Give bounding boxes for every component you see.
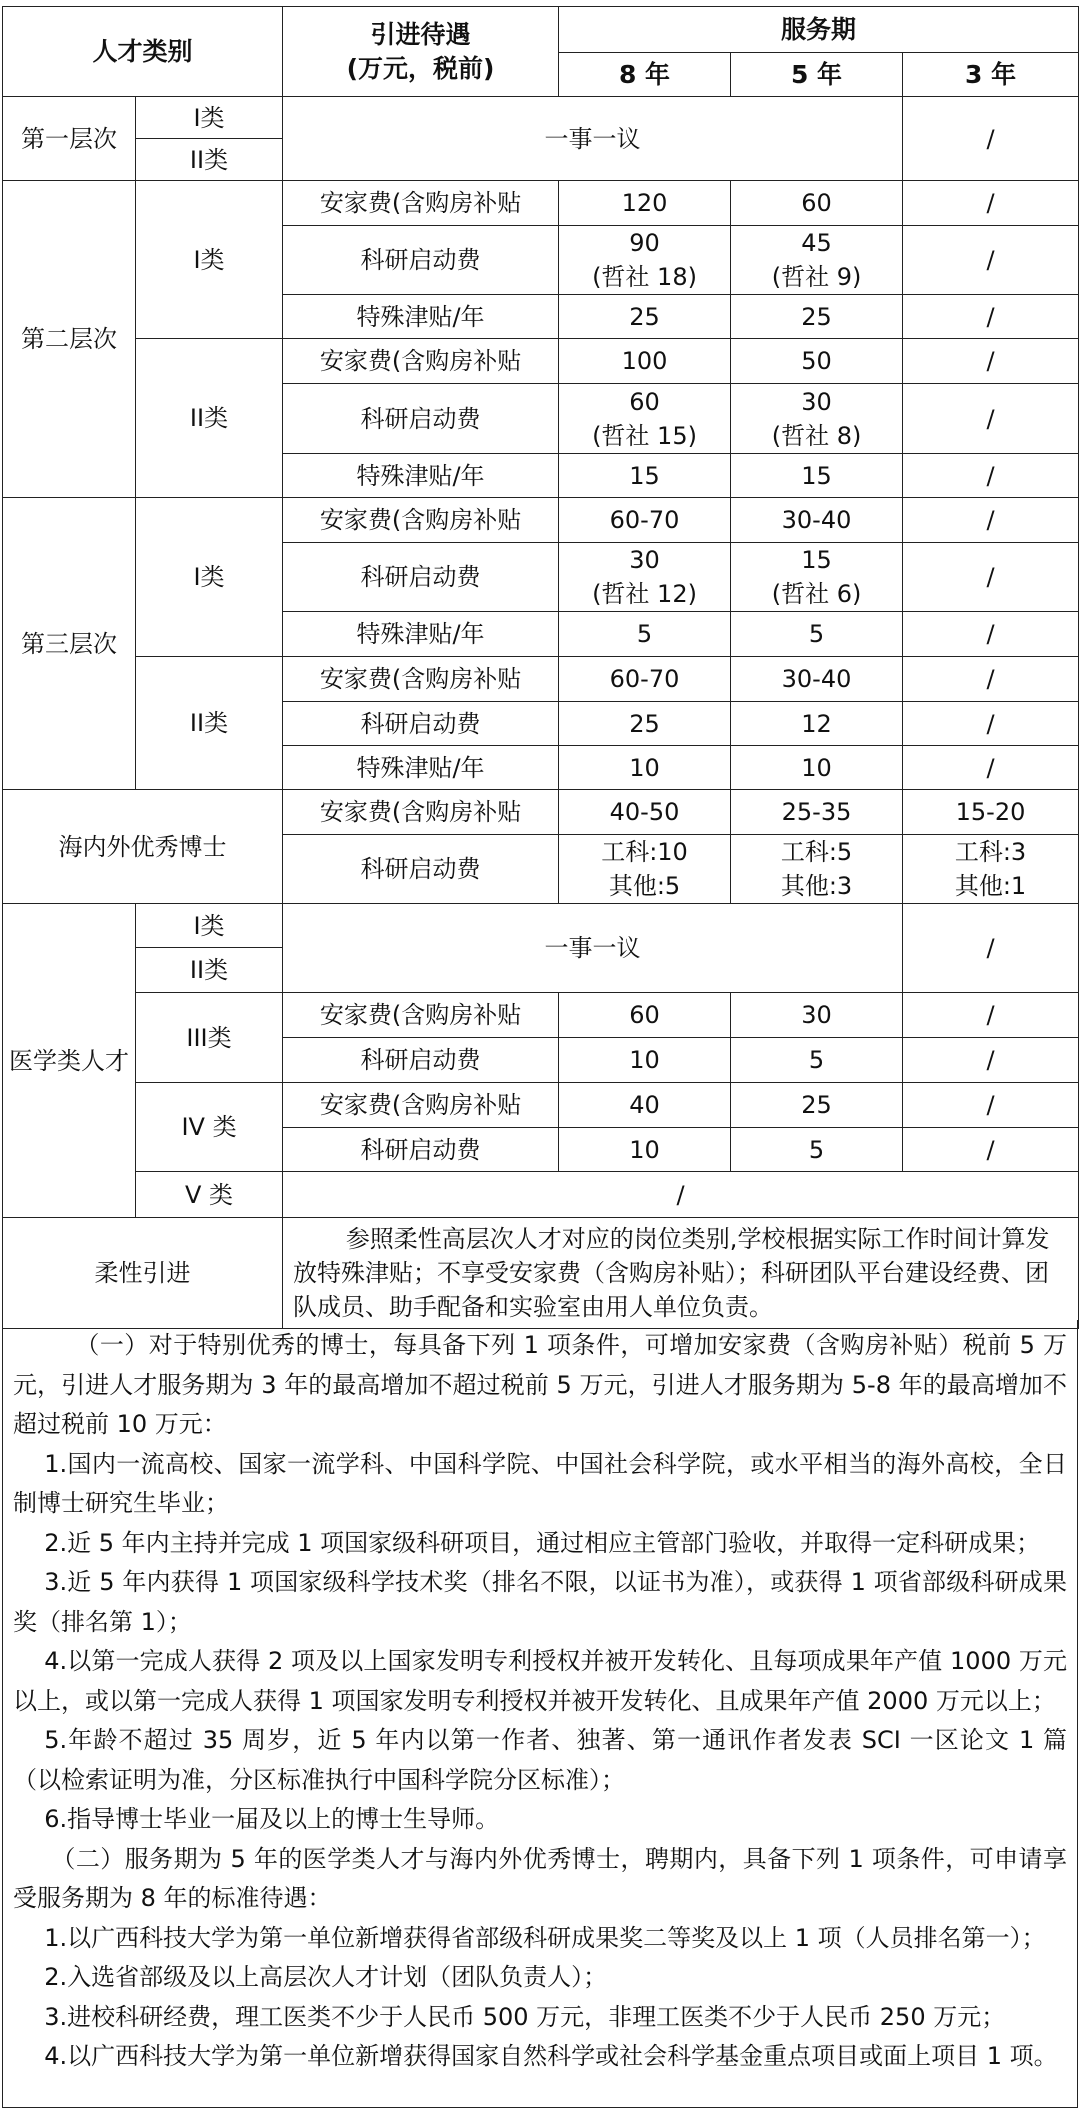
value-cell [731,226,903,295]
header-year-5: 5 年 [731,53,903,97]
item-allowance: 特殊津贴/年 [283,746,559,790]
value-cell [731,543,903,612]
item-housing: 安家费(含购房补贴 [283,339,559,384]
value-sub: (哲社 12) [592,580,697,608]
negotiable-cell: 一事一议 [283,97,903,181]
level-3-label: 第三层次 [3,498,136,790]
value-cell: 60-70 [559,498,731,543]
value-cell: 60-70 [559,657,731,702]
value-sub: (哲社 9) [771,263,862,291]
slash-cell: / [903,904,1079,993]
notes-section [2,1320,1078,2108]
note-condition: 5.年龄不超过 35 周岁，近 5 年内以第一作者、独著、第一通讯作者发表 SCI 一区论文 1 篇（以检索证明为准，分区标准执行中国科学院分区标准）； [13,1726,1067,1794]
value-sub: (哲社 15) [592,421,697,450]
item-housing: 安家费(含购房补贴 [283,993,559,1038]
value-main: 工科:3 [954,838,1027,866]
slash-cell: / [903,454,1079,498]
slash-cell: / [903,181,1079,226]
value-cell: 100 [559,339,731,384]
value-cell: 120 [559,181,731,226]
item-housing: 安家费(含购房补贴 [283,657,559,702]
header-treatment-unit: (万元，税前) [346,53,495,83]
slash-cell: / [903,746,1079,790]
class-label: V 类 [136,1172,283,1218]
value-cell [559,835,731,904]
header-category: 人才类别 [3,7,283,97]
header-treatment-label: 引进待遇 [370,19,471,49]
header-year-3: 3 年 [903,53,1079,97]
item-housing: 安家费(含购房补贴 [283,498,559,543]
slash-cell: / [903,1083,1079,1128]
value-cell: 30 [731,993,903,1038]
value-sub: 其他:5 [608,872,681,900]
class-label: III类 [136,993,283,1083]
slash-cell: / [903,339,1079,384]
slash-cell: / [903,498,1079,543]
class-label: I类 [136,181,283,339]
flex-text: 参照柔性高层次人才对应的岗位类别,学校根据实际工作时间计算发放特殊津贴；不享受安家费（含购房补贴）；科研团队平台建设经费、团队成员、助手配备和实验室由用人单位负责。 [293,1225,1050,1321]
note-paragraph-1: （一）对于特别优秀的博士，每具备下列 1 项条件，可增加安家费（含购房补贴）税前 5 万元，引进人才服务期为 3 年的最高增加不超过税前 5 万元，引进人才服务期为 5-8 年的最高增加不超过税前 10 万元： [13,1331,1067,1438]
slash-cell: / [903,612,1079,657]
item-research: 科研启动费 [283,543,559,612]
value-main: 30 [801,387,832,416]
talent-treatment-table [2,6,1079,1329]
item-allowance: 特殊津贴/年 [283,454,559,498]
value-cell: 25 [559,295,731,339]
slash-cell: / [283,1172,1079,1218]
item-housing: 安家费(含购房补贴 [283,181,559,226]
level-2-label: 第二层次 [3,181,136,498]
value-cell: 25 [731,295,903,339]
slash-cell: / [903,543,1079,612]
negotiable-cell: 一事一议 [283,904,903,993]
note-condition: 4.以广西科技大学为第一单位新增获得国家自然科学或社会科学基金重点项目或面上项目 1 项。 [44,2042,1058,2070]
class-label: II类 [136,948,283,993]
value-sub: (哲社 6) [771,580,862,608]
value-sub: 其他:1 [954,872,1027,900]
class-label: I类 [136,498,283,657]
item-research: 科研启动费 [283,702,559,746]
value-cell: 5 [731,612,903,657]
value-main: 工科:10 [601,838,688,866]
flex-label: 柔性引进 [3,1218,283,1329]
item-housing: 安家费(含购房补贴 [283,1083,559,1128]
slash-cell: / [903,384,1079,454]
medical-label: 医学类人才 [3,904,136,1218]
note-paragraph-2: （二）服务期为 5 年的医学类人才与海内外优秀博士，聘期内，具备下列 1 项条件，可申请享受服务期为 8 年的标准待遇： [13,1844,1067,1912]
value-sub: (哲社 18) [592,263,697,291]
slash-cell: / [903,657,1079,702]
value-cell [559,226,731,295]
note-condition: 3.进校科研经费，理工医类不少于人民币 500 万元，非理工医类不少于人民币 250 万元； [44,2002,1006,2031]
header-service: 服务期 [559,7,1079,53]
value-sub: 其他:3 [780,872,853,900]
value-cell: 60 [559,993,731,1038]
note-condition: 1.以广西科技大学为第一单位新增获得省部级科研成果奖二等奖及以上 1 项（人员排名第一）； [44,1923,1046,1952]
value-cell: 30-40 [731,498,903,543]
note-condition: 2.入选省部级及以上高层次人才计划（团队负责人）； [44,1963,608,1991]
slash-cell: / [903,1038,1079,1083]
item-housing: 安家费(含购房补贴 [283,790,559,835]
value-cell [903,835,1079,904]
value-cell: 15-20 [903,790,1079,835]
value-cell: 40-50 [559,790,731,835]
note-condition: 1.国内一流高校、国家一流学科、中国科学院、中国社会科学院，或水平相当的海外高校，全日制博士研究生毕业； [13,1449,1067,1517]
item-research: 科研启动费 [283,1128,559,1172]
value-cell [731,835,903,904]
value-main: 45 [801,229,832,257]
value-cell [559,384,731,454]
value-main: 60 [629,387,660,416]
header-treatment [283,7,559,97]
value-cell: 15 [731,454,903,498]
item-research: 科研启动费 [283,835,559,904]
class-label: IV 类 [136,1083,283,1172]
level-1-label: 第一层次 [3,97,136,181]
note-condition: 6.指导博士毕业一届及以上的博士生导师。 [44,1805,500,1833]
phd-label: 海内外优秀博士 [3,790,283,904]
item-allowance: 特殊津贴/年 [283,295,559,339]
class-label: II类 [136,657,283,790]
value-sub: (哲社 8) [771,421,862,450]
value-cell: 25-35 [731,790,903,835]
item-research: 科研启动费 [283,1038,559,1083]
slash-cell: / [903,226,1079,295]
class-label: I类 [136,904,283,948]
class-label: II类 [136,139,283,181]
value-cell: 5 [731,1128,903,1172]
slash-cell: / [903,993,1079,1038]
value-cell: 12 [731,702,903,746]
value-main: 工科:5 [780,838,853,866]
class-label: II类 [136,339,283,498]
value-cell: 25 [559,702,731,746]
value-cell: 25 [731,1083,903,1128]
slash-cell: / [903,702,1079,746]
value-cell: 10 [731,746,903,790]
item-allowance: 特殊津贴/年 [283,612,559,657]
value-cell: 40 [559,1083,731,1128]
note-condition: 2.近 5 年内主持并完成 1 项国家级科研项目，通过相应主管部门验收，并取得一定科研成果； [44,1528,1041,1557]
item-research: 科研启动费 [283,226,559,295]
value-cell: 15 [559,454,731,498]
value-cell: 50 [731,339,903,384]
value-cell: 10 [559,746,731,790]
value-cell: 10 [559,1038,731,1083]
note-condition: 4.以第一完成人获得 2 项及以上国家发明专利授权并被开发转化、且每项成果年产值 1000 万元以上，或以第一完成人获得 1 项国家发明专利授权并被开发转化、且成果年产值 2000 万元以上； [13,1647,1067,1715]
value-cell: 10 [559,1128,731,1172]
slash-cell: / [903,295,1079,339]
flex-description [283,1218,1079,1329]
value-cell: 5 [559,612,731,657]
header-year-8: 8 年 [559,53,731,97]
value-main: 30 [629,546,660,574]
note-condition: 3.近 5 年内获得 1 项国家级科学技术奖（排名不限，以证书为准），或获得 1 项省部级科研成果奖（排名第 1）； [13,1568,1067,1636]
value-cell [731,384,903,454]
item-research: 科研启动费 [283,384,559,454]
value-cell: 60 [731,181,903,226]
value-cell: 5 [731,1038,903,1083]
value-main: 90 [629,229,660,257]
value-main: 15 [801,546,832,574]
value-cell: 30-40 [731,657,903,702]
value-cell [559,543,731,612]
slash-cell: / [903,1128,1079,1172]
class-label: I类 [136,97,283,139]
slash-cell: / [903,97,1079,181]
